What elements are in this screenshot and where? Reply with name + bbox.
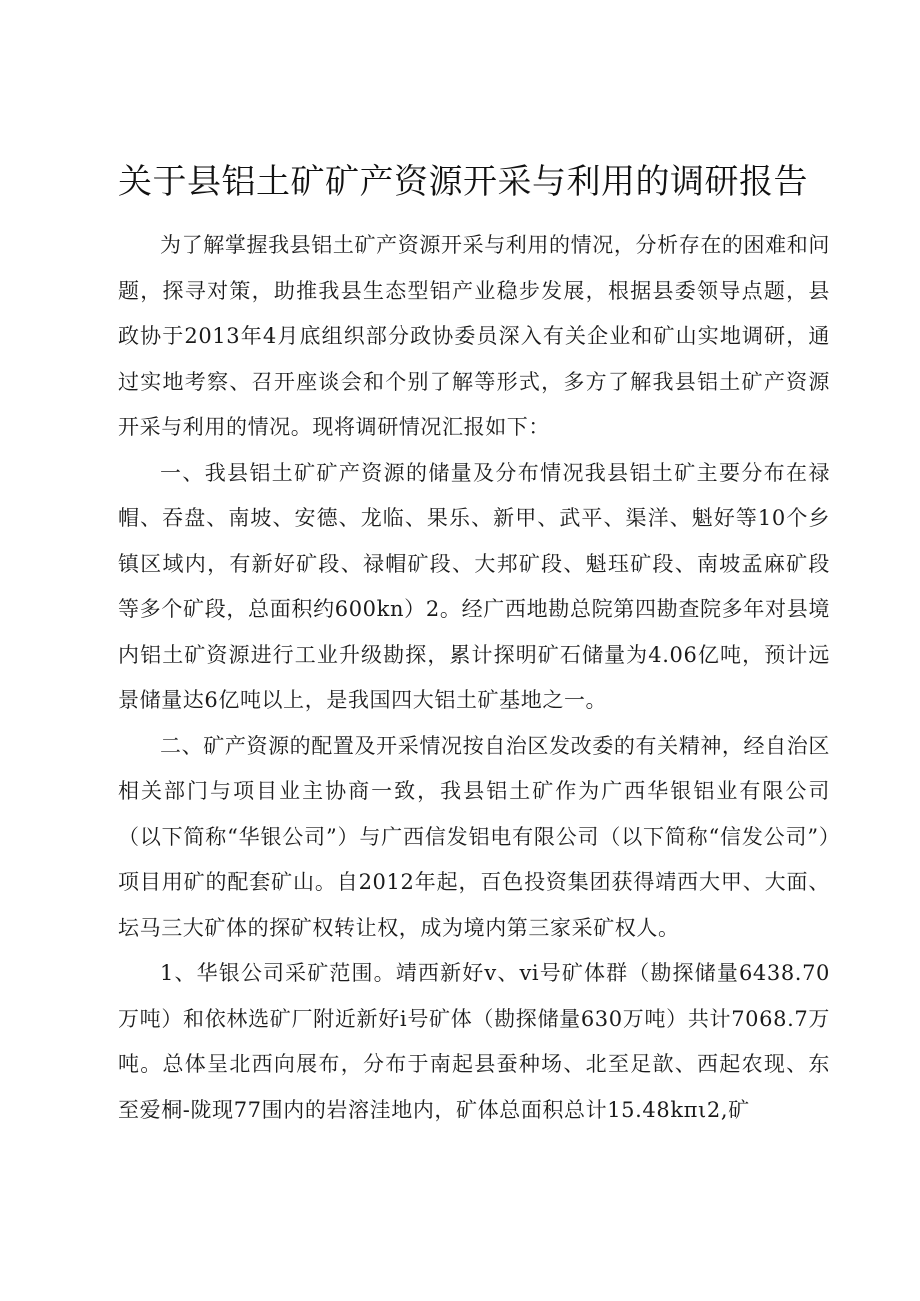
paragraph-allocation: 二、矿产资源的配置及开采情况按自治区发改委的有关精神，经自治区相关部门与项目业主协商一致，我县铝土矿作为广西华银铝业有限公司（以下简称“华银公司”）与广西信发铝电有限公司（以下简称“信发公司”）项目用矿的配套矿山。自2012年起，百色投资集团获得靖西大甲、大面、坛马三大矿体的探矿权转让权，成为境内第三家采矿权人。 <box>118 733 830 940</box>
paragraph-intro: 为了解掌握我县铝土矿产资源开采与利用的情况，分析存在的困难和问题，探寻对策，助推我县生态型铝产业稳步发展，根据县委领导点题，县政协于2013年4月底组织部分政协委员深入有关企业和矿山实地调研，通过实地考察、召开座谈会和个别了解等形式，多方了解我县铝土矿产资源开采与利用的情况。现将调研情况汇报如下： <box>118 233 830 439</box>
paragraph-huayin-scope: 1、华银公司采矿范围。靖西新好v、vi号矿体群（勘探储量6438.70万吨）和依林选矿厂附近新好i号矿体（勘探储量630万吨）共计7068.7万吨。总体呈北西向展布，分布于南起县蚕种场、北至足歆、西起农现、东至爱桐-陇现77围内的岩溶洼地内，矿体总面积总计15.48kπι2,矿 <box>118 961 830 1122</box>
document-title: 关于县铝土矿矿产资源开采与利用的调研报告 <box>118 162 808 202</box>
paragraph-reserves: 一、我县铝土矿矿产资源的储量及分布情况我县铝土矿主要分布在禄帽、吞盘、南坡、安德、龙临、果乐、新甲、武平、渠洋、魁好等10个乡镇区域内，有新好矿段、禄帽矿段、大邦矿段、魁珏矿段、南坡孟麻矿段等多个矿段，总面积约600kn）2。经广西地勘总院第四勘查院多年对县境内铝土矿资源进行工业升级勘探，累计探明矿石储量为4.06亿吨，预计远景储量达6亿吨以上，是我国四大铝土矿基地之一。 <box>118 460 830 712</box>
document-body <box>118 223 830 1133</box>
